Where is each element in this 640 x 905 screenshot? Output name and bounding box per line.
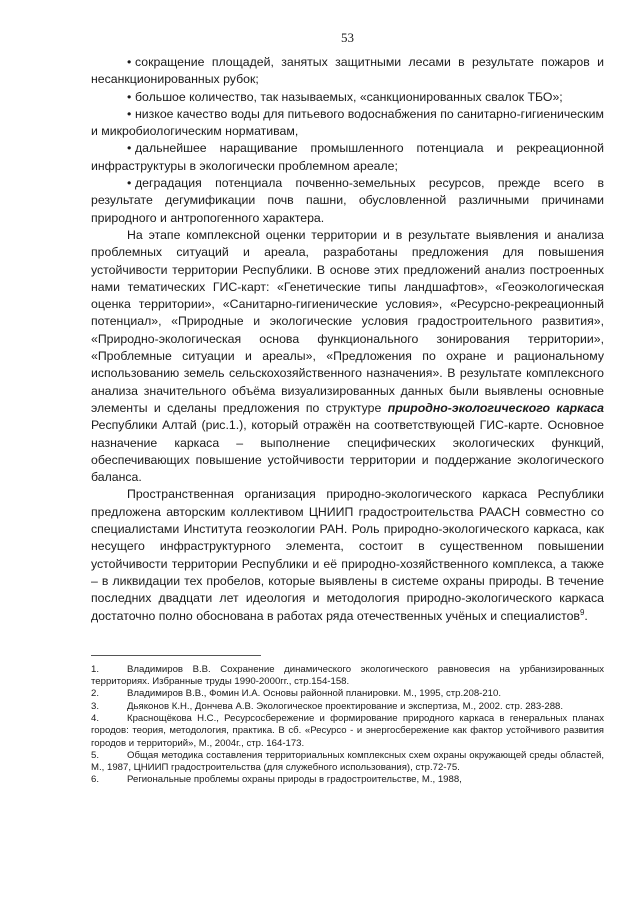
footnote-item: 3. Дьяконов К.Н., Дончева А.В. Экологическое проектирование и экспертиза, М., 2002. стр. 283-288. — [91, 700, 564, 712]
paragraph-assessment: На этапе комплексной оценки территории и в результате выявления и анализа проблемных ситуаций и ареала, разработаны предложения для повышения устойчивости территории Республики. В основе этих предложений анализ построенных нами тематических ГИС-карт: «Генетические типы ландшафтов», «Геоэкологическая оценка территории», «Санитарно-гигиенические условия», «Ресурсно-рекреационный потенциал», «Природные и экологические условия градостроительного развития», «Природно-экологическая основа функционального зонирования территории», «Проблемные ситуации и ареалы», «Предложения по охране и рациональному использованию земель сельскохозяйственного назначения». В результате комплексного анализа значительного объёма визуализированных данных были выявлены основные элементы и сделаны предложения по структуре природно-экологического каркаса Республики Алтай (рис.1.), который отражён на соответствующей ГИС-карте. Основное назначение каркаса – выполнение специфических экологических функций, обеспечивающих повышение устойчивости территории и поддержание экологического баланса. — [91, 227, 604, 485]
paragraph-organization: Пространственная организация природно-экологического каркаса Республики предложена авторским коллективом ЦНИИП градостроительства РААСН совместно со специалистами Института геоэкологии РАН. Роль природно-экологического каркаса, как несущего инфраструктурного элемента, состоит в существенном повышении устойчивости территории Республики и её природно-хозяйственного комплекса, а также – в ликвидации тех пробелов, которые выявлены в системе охраны природы. В течение последних двадцати лет идеология и методология природно-экологического каркаса достаточно полно обоснована в работах ряда отечественных учёных и специалистов$^9$. — [91, 487, 604, 623]
bullet-item: • низкое качество воды для питьевого водоснабжения по санитарно-гигиеническим и микробиологическим нормативам, — [91, 106, 604, 139]
footnotes — [91, 664, 604, 787]
footnote-divider — [91, 655, 261, 656]
footnote-item: 1. Владимиров В.В. Сохранение динамического экологического равновесия на урбанизированных территориях. Избранные труды 1990-2000гг., стр.154-158. — [91, 663, 604, 688]
bullet-item: • деградация потенциала почвенно-земельных ресурсов, прежде всего в результате дегумификации почв пашни, обусловленной различными причинами природного и антропогенного характера. — [91, 176, 604, 225]
bullet-item: • дальнейшее наращивание промышленного потенциала и рекреационной инфраструктуры в экологически проблемном ареале; — [91, 141, 604, 173]
bullet-icon: • — [127, 141, 132, 156]
footnote-item: 5. Общая методика составления территориальных комплексных схем охраны окружающей среды областей, М., 1987, ЦНИИП градостроительства (для служебного использования), стр.72-75. — [91, 749, 604, 774]
bullet-icon: • — [127, 89, 132, 104]
page-number: 53 — [341, 30, 354, 45]
footnote-item: 2. Владимиров В.В., Фомин И.А. Основы районной планировки. М., 1995, стр.208-210. — [91, 688, 502, 700]
footnote-reference: 9 — [579, 607, 585, 617]
bullet-item: • большое количество, так называемых, «санкционированных свалок ТБО»; — [91, 89, 604, 106]
bullet-item: • сокращение площадей, занятых защитными лесами в результате пожаров и несанкционированных рубок; — [91, 55, 604, 87]
footnote-number: 6. — [91, 774, 100, 786]
footnote-number: 1. — [91, 663, 100, 675]
bullet-icon: • — [127, 55, 132, 69]
emphasis-term: природно-экологического каркаса — [387, 400, 604, 415]
footnote-number: 4. — [91, 712, 100, 724]
footnote-item: 6. Региональные проблемы охраны природы в градостроительстве, М., 1988, — [91, 774, 462, 786]
body-text — [91, 54, 604, 625]
footnote-number: 5. — [91, 749, 100, 761]
footnote-number: 3. — [91, 700, 100, 712]
footnote-number: 2. — [91, 688, 100, 700]
bullet-icon: • — [127, 176, 132, 191]
footnote-item: 4. Кpacнoщёкова Н.С., Ресурсосбережение и формирование природного каркаса в генеральных планах городов: теория, методология, практика. В сб. «Ресурсо - и энергосбережение как фактор устойчивого развития городов и территорий», М., 2004г., стр. 164-173. — [91, 712, 604, 749]
bullet-icon: • — [127, 106, 132, 121]
